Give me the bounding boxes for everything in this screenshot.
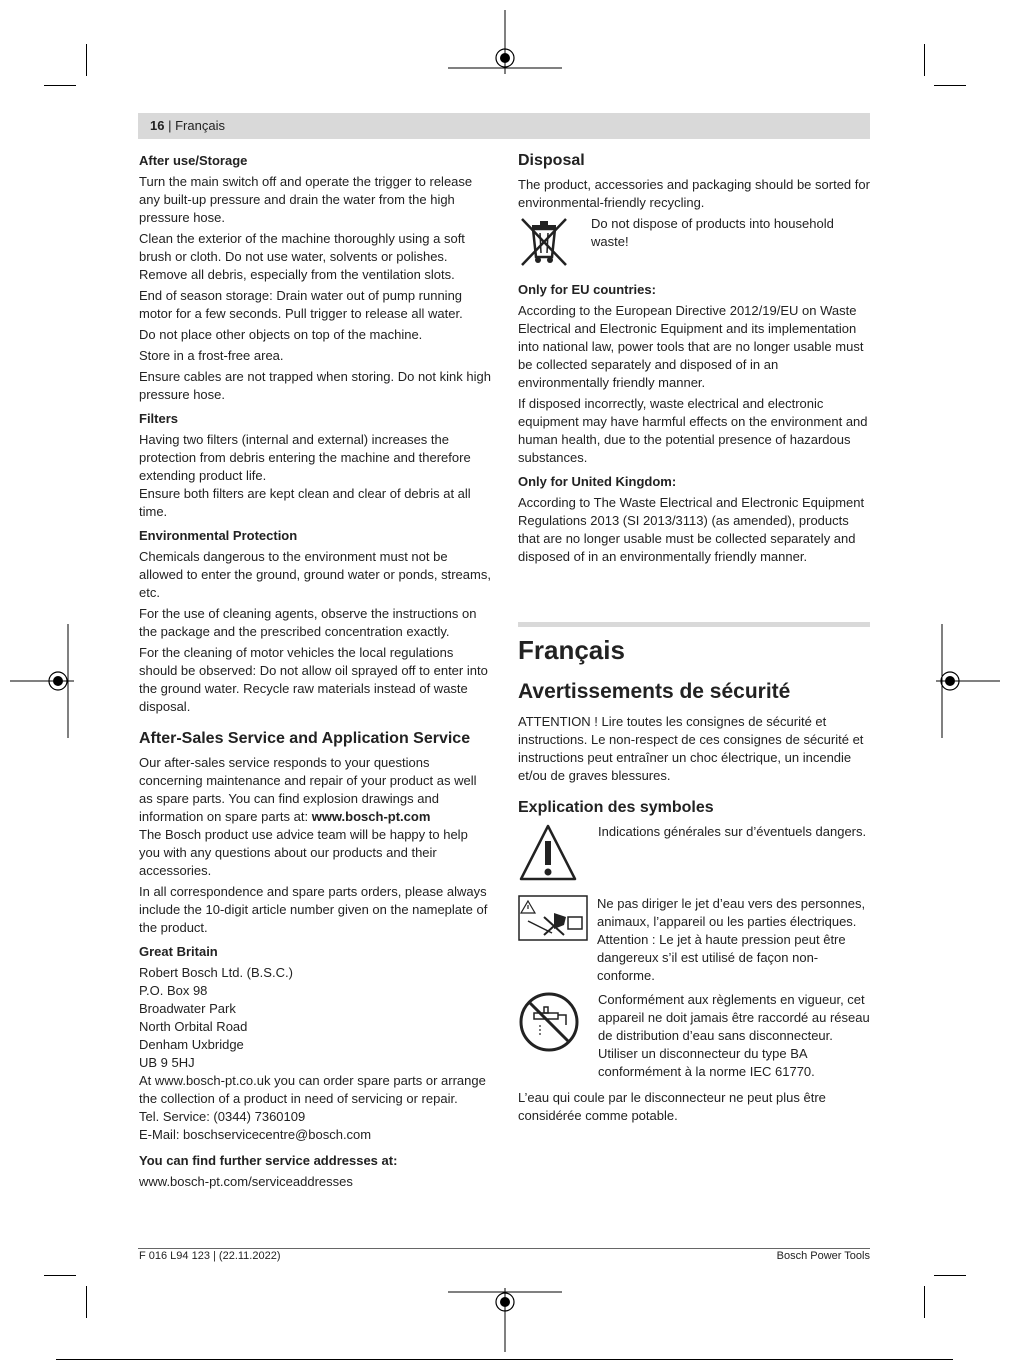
gb-line: Robert Bosch Ltd. (B.S.C.): [139, 965, 293, 980]
service-link[interactable]: www.bosch-pt.com: [311, 809, 431, 824]
gb-address: [139, 964, 491, 1144]
after-use-p3: End of season storage: Drain water out of pump running motor for a few seconds. Pull trigger to release all water.: [139, 288, 463, 321]
symbol-disconnector-text: Conformément aux règlements en vigueur, cet appareil ne doit jamais être raccordé au réseau de distribution d’eau sans disconnecteur. Utiliser un disconnecteur du type BA conformément à la norme IEC 61770.: [598, 992, 870, 1079]
service-p2: The Bosch product use advice team will be happy to help you with any questions about our products and their accessories.: [139, 827, 468, 878]
page-header: [150, 118, 225, 133]
header-bar: [138, 113, 870, 139]
gb-line: E-Mail: boschservicecentre@bosch.com: [139, 1127, 372, 1142]
attention-text: ATTENTION ! Lire toutes les consignes de sécurité et instructions. Le non-respect de ces consignes de sécurité et instructions peut entraîner un choc électrique, un incendie et/ou de graves blessures.: [518, 714, 864, 783]
symbol-danger-text: Indications générales sur d’éventuels dangers.: [598, 824, 867, 839]
weee-symbol-text: Do not dispose of products into household waste!: [591, 216, 834, 249]
registration-mark-left: [10, 624, 74, 738]
potable-text: L’eau qui coule par le disconnecteur ne peut plus être considérée comme potable.: [518, 1090, 826, 1123]
footer-doc-ref: F 016 L94 123 | (22.11.2022): [139, 1250, 281, 1262]
eu-heading: Only for EU countries:: [518, 282, 656, 297]
filters-p1: Having two filters (internal and external) increases the protection from debris entering the machine and therefore extending product life.: [139, 432, 471, 483]
after-use-p5: Store in a frost-free area.: [139, 348, 284, 363]
environment-p2: For the use of cleaning agents, observe the instructions on the package and the prescribed concentration exactly.: [139, 606, 477, 639]
disposal-heading: Disposal: [518, 152, 585, 169]
service-heading: After-Sales Service and Application Service: [139, 730, 471, 747]
page-number: 16: [150, 118, 165, 133]
pressure-jet-warning-icon: [518, 895, 588, 941]
symbols-heading: Explication des symboles: [518, 799, 714, 816]
environment-p1: Chemicals dangerous to the environment must not be allowed to enter the ground, ground water or ponds, streams, etc.: [139, 549, 491, 600]
footer-brand: Bosch Power Tools: [776, 1250, 870, 1262]
warning-triangle-icon: [518, 823, 578, 883]
bottom-trim-line: [56, 1359, 953, 1360]
gb-line: North Orbital Road: [139, 1019, 248, 1034]
service-p1: [139, 754, 491, 826]
registration-mark-right: [936, 624, 1000, 738]
after-use-p2: Clean the exterior of the machine thoroughly using a soft brush or cloth. Do not use water, solvents or polishes. Remove all debris, especially from the ventilation slots.: [139, 231, 465, 282]
eu-p2: If disposed incorrectly, waste electrical and electronic equipment may have harmful effects on the environment and human health, due to the potential presence of hazardous substances.: [518, 396, 868, 465]
after-use-heading: After use/Storage: [139, 153, 248, 168]
safety-title: Avertissements de sécurité: [518, 680, 791, 703]
francais-title: Français: [518, 635, 625, 665]
eu-p1: According to the European Directive 2012/19/EU on Waste Electrical and Electronic Equipment and its implementation into national law, power tools that are no longer usable must be collected separately and disposed of in an environmentally friendly manner.: [518, 303, 864, 390]
gb-line: P.O. Box 98: [139, 983, 208, 998]
weee-symbol-row: [518, 215, 870, 267]
filters-heading: Filters: [139, 411, 179, 426]
gb-line: Broadwater Park: [139, 1001, 236, 1016]
registration-mark-bottom: [448, 1288, 562, 1352]
symbol-row-disconnector: [518, 991, 870, 1081]
service-p1-text: Our after-sales service responds to your questions concerning maintenance and repair of your product as well as spare parts. You can find explosion drawings and information on spare parts at:: [139, 755, 477, 824]
footer-rule: [138, 1248, 870, 1249]
environment-heading: Environmental Protection: [139, 528, 298, 543]
right-column: [518, 152, 870, 1128]
section-rule: [518, 622, 870, 627]
service-p3: In all correspondence and spare parts orders, please always include the 10-digit article number given on the nameplate of the product.: [139, 884, 488, 935]
symbol-row-jet: [518, 895, 870, 985]
gb-line: Tel. Service: (0344) 7360109: [139, 1109, 306, 1124]
after-use-p6: Ensure cables are not trapped when storing. Do not kink high pressure hose.: [139, 369, 491, 402]
symbol-row-danger: [518, 823, 870, 889]
gb-line: UB 9 5HJ: [139, 1055, 195, 1070]
uk-heading: Only for United Kingdom:: [518, 474, 677, 489]
left-column: [139, 152, 491, 1194]
registration-mark-top: [448, 10, 562, 74]
header-separator: |: [168, 118, 172, 133]
disposal-p1: The product, accessories and packaging should be sorted for environmental-friendly recycling.: [518, 177, 870, 210]
after-use-p1: Turn the main switch off and operate the trigger to release any built-up pressure and drain the water from the high pressure hose.: [139, 174, 473, 225]
environment-p3: For the cleaning of motor vehicles the local regulations should be observed: Do not allow oil sprayed off to enter into the ground water. Recycle raw materials instead of waste disposal.: [139, 645, 488, 714]
filters-p2: Ensure both filters are kept clean and clear of debris at all time.: [139, 486, 471, 519]
no-tap-connection-icon: [518, 991, 580, 1053]
crossed-bin-icon: [518, 215, 572, 269]
gb-line: At www.bosch-pt.co.uk you can order spare parts or arrange the collection of a product in need of servicing or repair.: [139, 1073, 486, 1106]
uk-p1: According to The Waste Electrical and Electronic Equipment Regulations 2013 (SI 2013/3113) (as amended), products that are no longer usable must be collected separately and disposed of in an environmentally friendly manner.: [518, 495, 865, 564]
after-use-p4: Do not place other objects on top of the machine.: [139, 327, 423, 342]
further-url[interactable]: www.bosch-pt.com/serviceaddresses: [139, 1174, 353, 1189]
gb-line: Denham Uxbridge: [139, 1037, 244, 1052]
gb-heading: Great Britain: [139, 944, 218, 959]
header-language: Français: [175, 118, 225, 133]
further-heading: You can find further service addresses at:: [139, 1153, 398, 1168]
symbol-jet-text: Ne pas diriger le jet d’eau vers des personnes, animaux, l’appareil ou les parties électriques. Attention : Le jet à haute pression peut être dangereux s’il est utilisé de façon non-conforme.: [597, 896, 866, 983]
